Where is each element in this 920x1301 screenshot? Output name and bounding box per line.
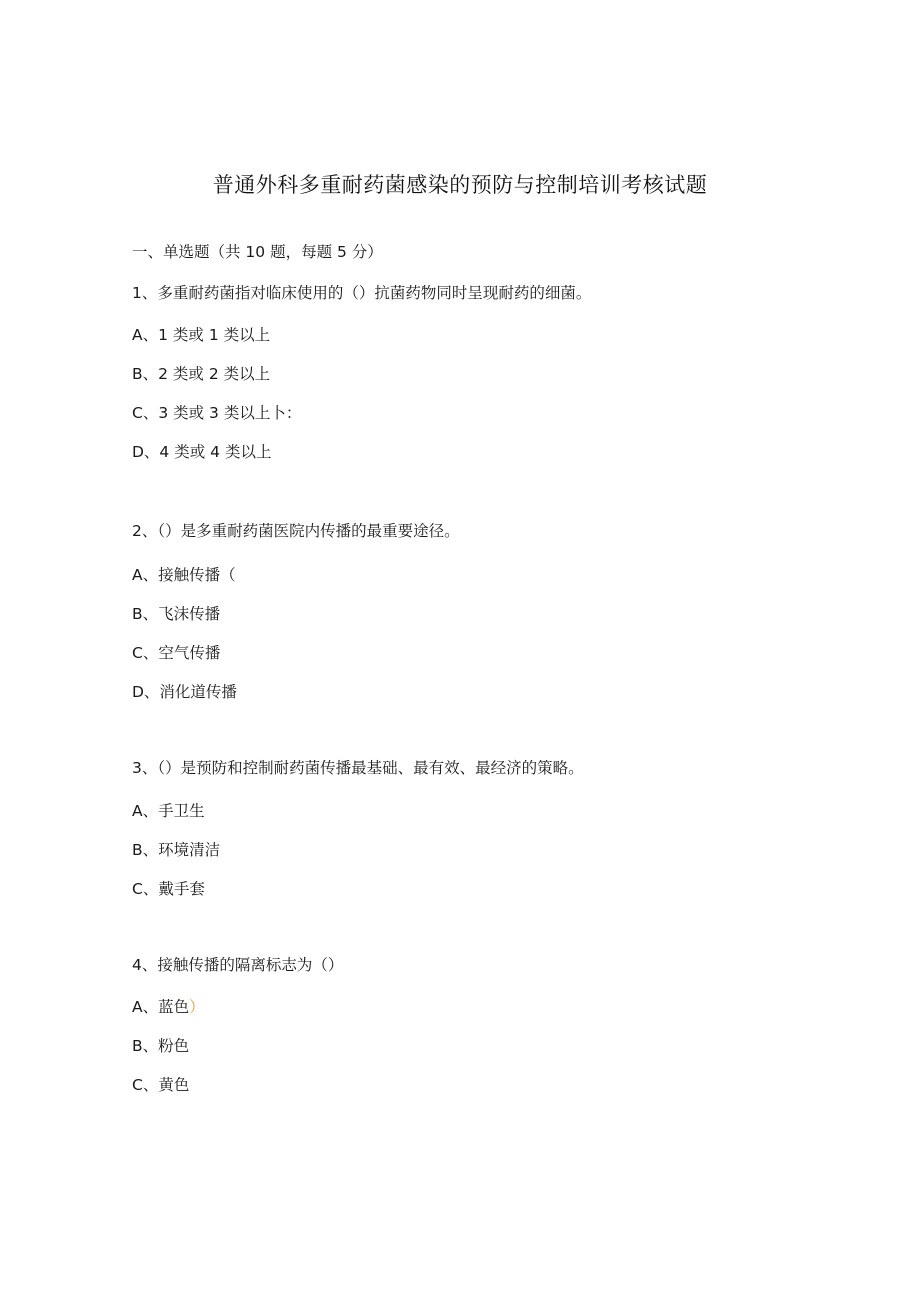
question-4-stem: 4、接触传播的隔离标志为（）	[132, 956, 344, 974]
question-1-option-d: D、4 类或 4 类以上	[132, 443, 272, 461]
question-2-option-b: B、飞沫传播	[132, 605, 221, 623]
question-4-option-a-mark: ）	[189, 998, 205, 1016]
section-heading: 一、单选题（共 10 题，每题 5 分）	[132, 243, 383, 261]
question-2-stem: 2、（）是多重耐药菌医院内传播的最重要途径。	[132, 522, 460, 540]
question-3-option-b: B、环境清洁	[132, 841, 221, 859]
question-4-option-a: A、蓝色	[132, 998, 190, 1016]
question-4-option-a-row	[132, 997, 205, 1017]
question-2-option-d: D、消化道传播	[132, 683, 237, 701]
question-1-option-b: B、2 类或 2 类以上	[132, 365, 271, 383]
question-3-option-a: A、手卫生	[132, 802, 205, 820]
question-1-option-c: C、3 类或 3 类以上卜：	[132, 404, 302, 422]
question-4-option-c: C、黄色	[132, 1076, 190, 1094]
question-3-option-c: C、戴手套	[132, 880, 205, 898]
question-1-stem: 1、多重耐药菌指对临床使用的（）抗菌药物同时呈现耐药的细菌。	[132, 284, 592, 302]
question-1-option-a: A、1 类或 1 类以上	[132, 326, 271, 344]
question-2-option-a: A、接触传播（	[132, 566, 236, 584]
question-2-option-c: C、空气传播	[132, 644, 221, 662]
question-3-stem: 3、（）是预防和控制耐药菌传播最基础、最有效、最经济的策略。	[132, 759, 584, 777]
page-title: 普通外科多重耐药菌感染的预防与控制培训考核试题	[212, 173, 708, 197]
question-4-option-b: B、粉色	[132, 1037, 190, 1055]
